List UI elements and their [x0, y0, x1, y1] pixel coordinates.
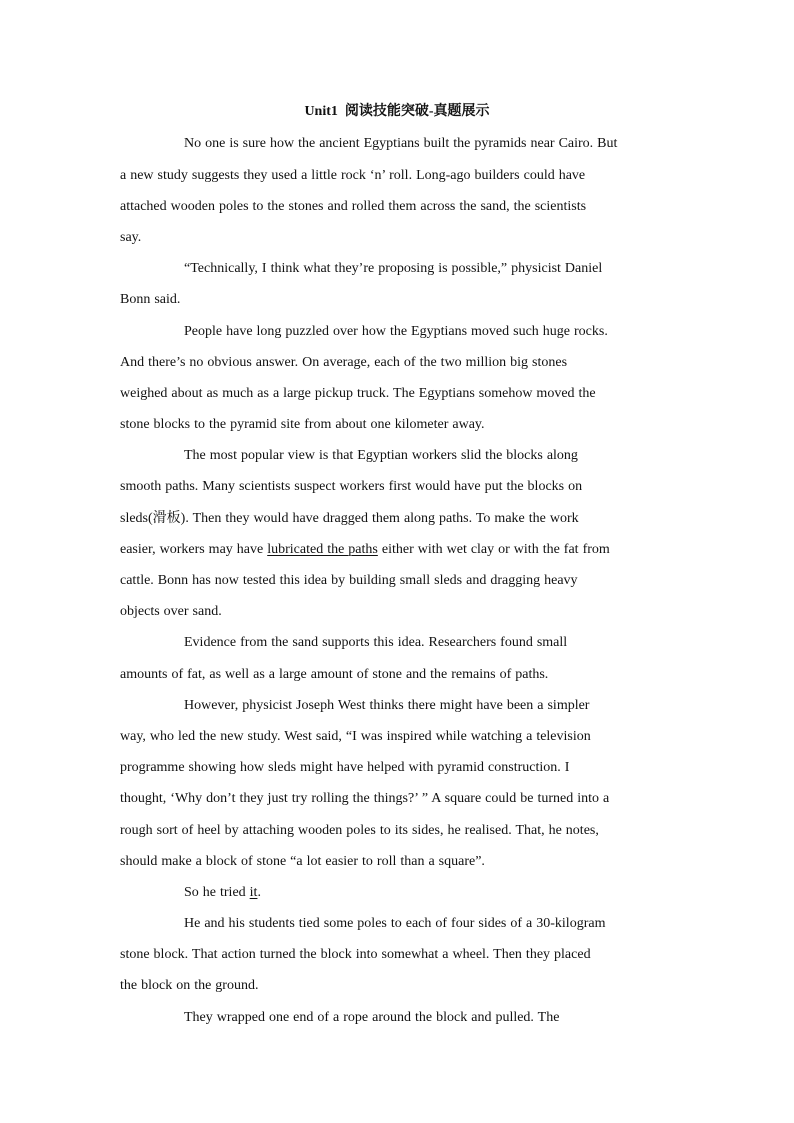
- text-line: No one is sure how the ancient Egyptians built the pyramids near Cairo. But: [184, 136, 618, 152]
- text-line: Evidence from the sand supports this idea. Researchers found small: [184, 635, 568, 651]
- paragraph: [120, 877, 720, 908]
- underlined-text: lubricated the paths: [267, 541, 378, 557]
- text-segment: .: [257, 884, 261, 900]
- text-line: the block on the ground.: [120, 978, 259, 994]
- text-line: amounts of fat, as well as a large amount of stone and the remains of paths.: [120, 666, 549, 682]
- text-segment: either with wet clay or with the fat from: [377, 541, 610, 557]
- text-line: The most popular view is that Egyptian workers slid the blocks along: [184, 448, 578, 464]
- text-line: smooth paths. Many scientists suspect workers first would have put the blocks on: [120, 479, 583, 495]
- text-line: And there’s no obvious answer. On average, each of the two million big stones: [120, 354, 568, 370]
- paragraph: [120, 128, 720, 253]
- page-title: Unit1 阅读技能突破-真题展示: [304, 104, 490, 119]
- paragraph: [120, 690, 720, 877]
- article-body: [120, 128, 720, 1032]
- text-line: They wrapped one end of a rope around the block and pulled. The: [184, 1009, 560, 1025]
- text-line: should make a block of stone “a lot easier to roll than a square”.: [120, 853, 485, 869]
- text-line: [120, 877, 720, 908]
- text-line: sleds(滑板). Then they would have dragged them along paths. To make the work: [120, 510, 579, 526]
- paragraph: [120, 908, 720, 1002]
- paragraph: [120, 627, 720, 689]
- text-line: way, who led the new study. West said, “I was inspired while watching a television: [120, 728, 591, 744]
- text-line: stone blocks to the pyramid site from about one kilometer away.: [120, 417, 485, 433]
- text-line: However, physicist Joseph West thinks there might have been a simpler: [184, 697, 590, 713]
- text-line: “Technically, I think what they’re proposing is possible,” physicist Daniel: [184, 261, 603, 277]
- text-line: a new study suggests they used a little rock ‘n’ roll. Long-ago builders could have: [120, 167, 586, 183]
- paragraph: [120, 1002, 720, 1033]
- text-line: cattle. Bonn has now tested this idea by building small sleds and dragging heavy: [120, 573, 578, 589]
- paragraph: [120, 440, 720, 627]
- text-line: [120, 534, 720, 565]
- text-line: thought, ‘Why don’t they just try rolling the things?’ ” A square could be turned into a: [120, 791, 610, 807]
- text-line: He and his students tied some poles to each of four sides of a 30-kilogram: [184, 916, 606, 932]
- text-line: People have long puzzled over how the Egyptians moved such huge rocks.: [184, 323, 608, 339]
- text-line: say.: [120, 229, 142, 245]
- text-segment: easier, workers may have: [120, 541, 268, 557]
- underlined-text: it: [249, 884, 258, 900]
- text-line: programme showing how sleds might have helped with pyramid construction. I: [120, 760, 570, 776]
- text-line: stone block. That action turned the block into somewhat a wheel. Then they placed: [120, 947, 591, 963]
- paragraph: [120, 253, 720, 315]
- text-line: Bonn said.: [120, 292, 181, 308]
- text-segment: So he tried: [184, 884, 250, 900]
- text-line: attached wooden poles to the stones and rolled them across the sand, the scientists: [120, 198, 587, 214]
- text-line: rough sort of heel by attaching wooden poles to its sides, he realised. That, he notes,: [120, 822, 599, 838]
- text-line: objects over sand.: [120, 604, 222, 620]
- paragraph: [120, 316, 720, 441]
- text-line: weighed about as much as a large pickup truck. The Egyptians somehow moved the: [120, 385, 596, 401]
